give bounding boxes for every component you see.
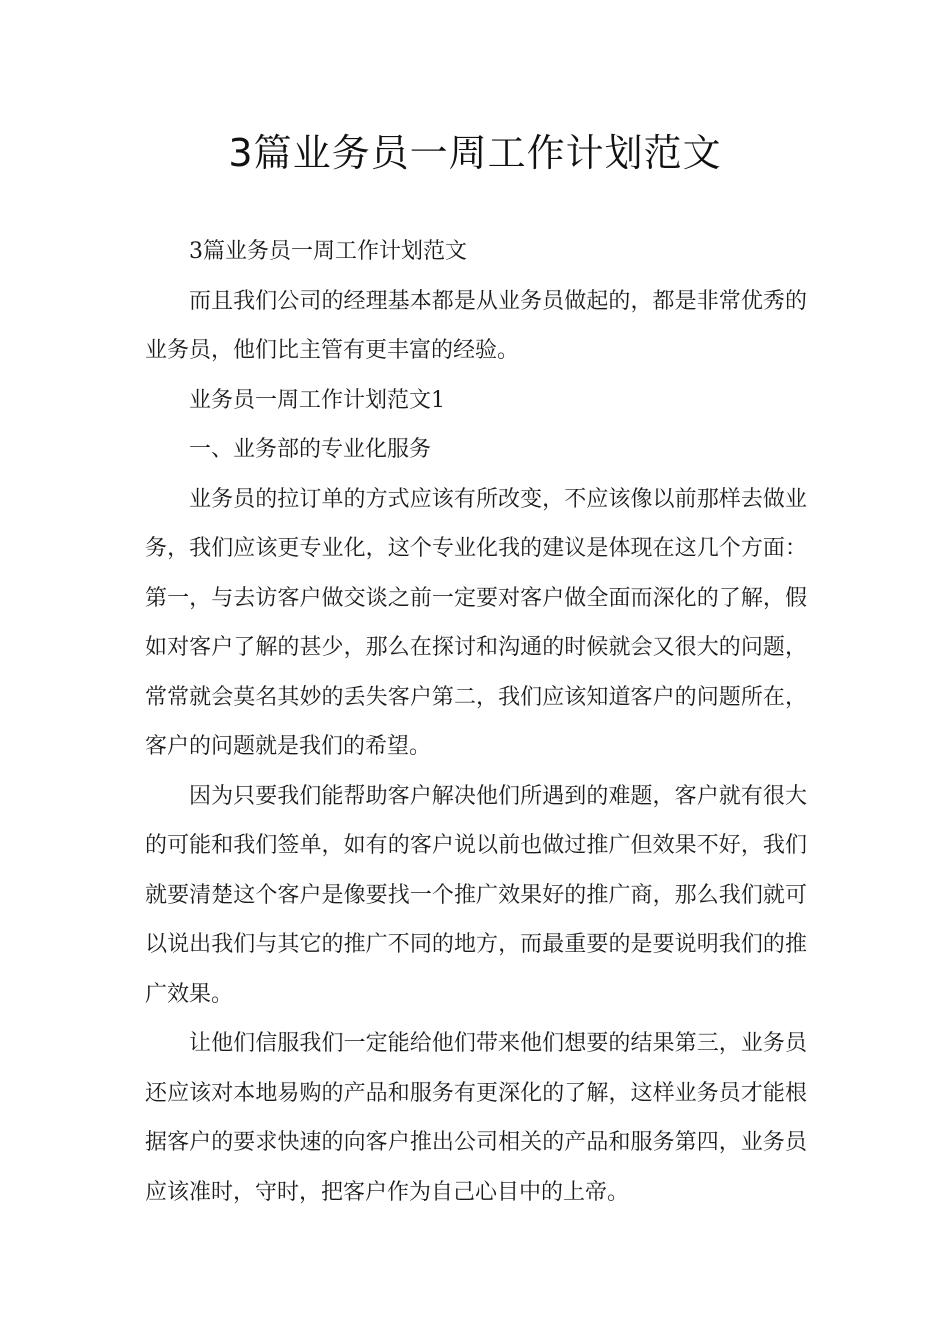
document-title: 3篇业务员一周工作计划范文 [228,131,722,175]
paragraph-subsection-heading: 一、业务部的专业化服务 [189,437,432,462]
paragraph-body: 因为只要我们能帮助客户解决他们所遇到的难题，客户就有很大的可能和我们签单，如有的客户说以前也做过推广但效果不好，我们就要清楚这个客户是像要找一个推广效果好的推广商，那么我们就可以说出我们与其它的推广不同的地方，而最重要的是要说明我们的推广效果。 [145,783,807,1007]
paragraph-subtitle: 3篇业务员一周工作计划范文 [189,239,467,264]
paragraph-section-heading: 业务员一周工作计划范文1 [189,387,445,413]
document-body [145,227,807,1217]
paragraph-body: 业务员的拉订单的方式应该有所改变，不应该像以前那样去做业务，我们应该更专业化，这个专业化我的建议是体现在这几个方面：第一，与去访客户做交谈之前一定要对客户做全面而深化的了解，假如对客户了解的甚少，那么在探讨和沟通的时候就会又很大的问题，常常就会莫名其妙的丢失客户第二，我们应该知道客户的问题所在，客户的问题就是我们的希望。 [145,486,807,759]
paragraph-body: 让他们信服我们一定能给他们带来他们想要的结果第三，业务员还应该对本地易购的产品和服务有更深化的了解，这样业务员才能根据客户的要求快速的向客户推出公司相关的产品和服务第四，业务员应该准时，守时，把客户作为自己心目中的上帝。 [145,1031,807,1205]
paragraph-intro: 而且我们公司的经理基本都是从业务员做起的，都是非常优秀的业务员，他们比主管有更丰富的经验。 [145,288,807,363]
